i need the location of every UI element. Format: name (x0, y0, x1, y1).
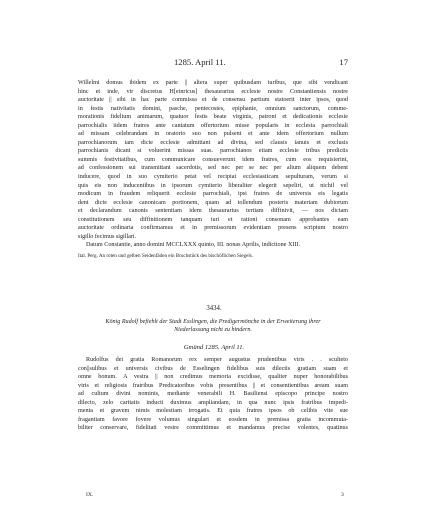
page-number: 17 (339, 57, 348, 67)
text-line: et declarandum canonis sententiam idem thesaurarius tertiam diffinivit, — nos dictam (78, 208, 348, 215)
text-line: parrochianis dicant si voluerint missas suas. parrochianos etiam ecclesie tribus predictis (78, 148, 348, 155)
regest (78, 318, 348, 334)
seal-note: Ital. Perg. An roten und gelben Seidenfäden ein Bruchstück des bischöflichen Siegels. (78, 253, 254, 259)
text-line: biliter conservare, fidelitati vestre committimus et mandamus precise volentes, quatinus (78, 425, 348, 432)
text-line: parrochialis iidem fratres ante cantatum offertorium misse popularis in ecclesia parrochiali (78, 122, 348, 129)
charter-text (78, 79, 348, 250)
signature-mark-left: IX. (86, 492, 94, 498)
text-line: constitutionem seu diffinitionem tanquam iuri et rationi consonam approbantes eam (78, 216, 348, 223)
running-head-date: 1285. April 11. (174, 57, 226, 67)
text-line: parrochianorum iam dicte ecclesie admittant ad divina, sed clausis ianuis et exclusis (78, 139, 348, 146)
text-line: auctoritate || sibi in hac parte commissa et de consensu partium statoerit inter ipsos, quod (78, 97, 348, 104)
text-line: sigillo fecimus sigillari. (78, 233, 137, 240)
datum-line: Datum Constantie, anno domini MCCLXXX quinto, III. nonas Aprilis, indictione XIII. (86, 242, 301, 249)
text-line: hinc et inde, vir discretus H[einricus] thesaurarius ecclesie nostre Constantiensis nostre (78, 88, 348, 95)
text-line: Rudolfus dei gratia Romanorum rex semper augustus prudentibus viris . . sculteto (86, 357, 348, 363)
text-line: morationis fidelium animarum, quatuor festis beate virginis, patroni et dedicationis ecclesie (78, 114, 348, 121)
text-line: quis eis non inducentibus in ipsorum cymiterio liberaliter elegerit sepeliri, ut nichil vel (78, 182, 348, 189)
text-line: dilecto, zelo caritatis inducti duximus ampliandam, in qua nunc ipsis fratribus impedi- (78, 399, 348, 406)
text-line: omne bonum. A vestra || non credimus memoria excidisse, qualiter nuper honorabilibus (78, 374, 348, 381)
text-line: con||sulibus et universis civibus de Esselingen fidelibus suis dilectis gratiam suam et (78, 365, 348, 372)
text-line: ad confessionem sui transmittant sacerdotis, sed nec per se nec per alium aliquem debent (78, 165, 348, 172)
text-line: inducere, quod in suo cymiterio petat vel recipiat ecclesiasticam sepulturam, verum si (78, 174, 348, 181)
text-line: ad cultum divini nominis, mediante venerabili H. Basiliensi episcopo principe nostro (78, 391, 348, 398)
text-line: auctoritate ordinaria confirmamus et in premissorum evidentiam presens scriptum nostro (78, 225, 348, 232)
text-line: dent dicte ecclesie canonicam portionem, quam ad tollendum posteris materiam dubiorum (78, 199, 348, 206)
document-number: 3434. (206, 305, 222, 312)
signature-mark-right: 3 (341, 492, 344, 498)
text-line: menta et gravem nimis molestiam irrogatis. Et quia fratres ipsos ob celibis vite sue (78, 408, 348, 415)
text-line: ad missam celebrandam in oratorio suo non pulsent et ante idem offertorium nullum (78, 131, 348, 138)
text-line: Willelmi domus ibidem ex parte || altera super quibusdam iuribus, que sibi vendicant (78, 80, 348, 86)
page-header (78, 57, 348, 69)
regest-line: Niederlassung nicht zu hindern. (174, 327, 252, 333)
text-line: summis festivitatibus, cum communicare consueverunt idem fratres, cum eos requisierint, (78, 156, 348, 163)
place-and-date: Gmünd 1285. April 11. (183, 344, 245, 351)
text-line: in festis nativitatis domini, pasche, pentecostes, epiphanie, omnium sanctorum, comme- (78, 105, 348, 112)
regest-line: König Rudolf befiehlt der Stadt Esslingen, die Predigermönche in der Erweiterung ihrer (105, 319, 321, 325)
text-line: fragantiam favore fovere volumus singulari et eosdem in premissa gratia incommuta- (78, 416, 348, 423)
mandate-text (78, 356, 348, 433)
text-line: modicum in fraudem reliquerit ecclesie parrochiali, ipsi fratres de universis eis legatis (78, 191, 348, 198)
text-line: viris et religiosis fratribus Predicatoribus vobis presentibus || et consentientibus aream suam (78, 382, 348, 389)
